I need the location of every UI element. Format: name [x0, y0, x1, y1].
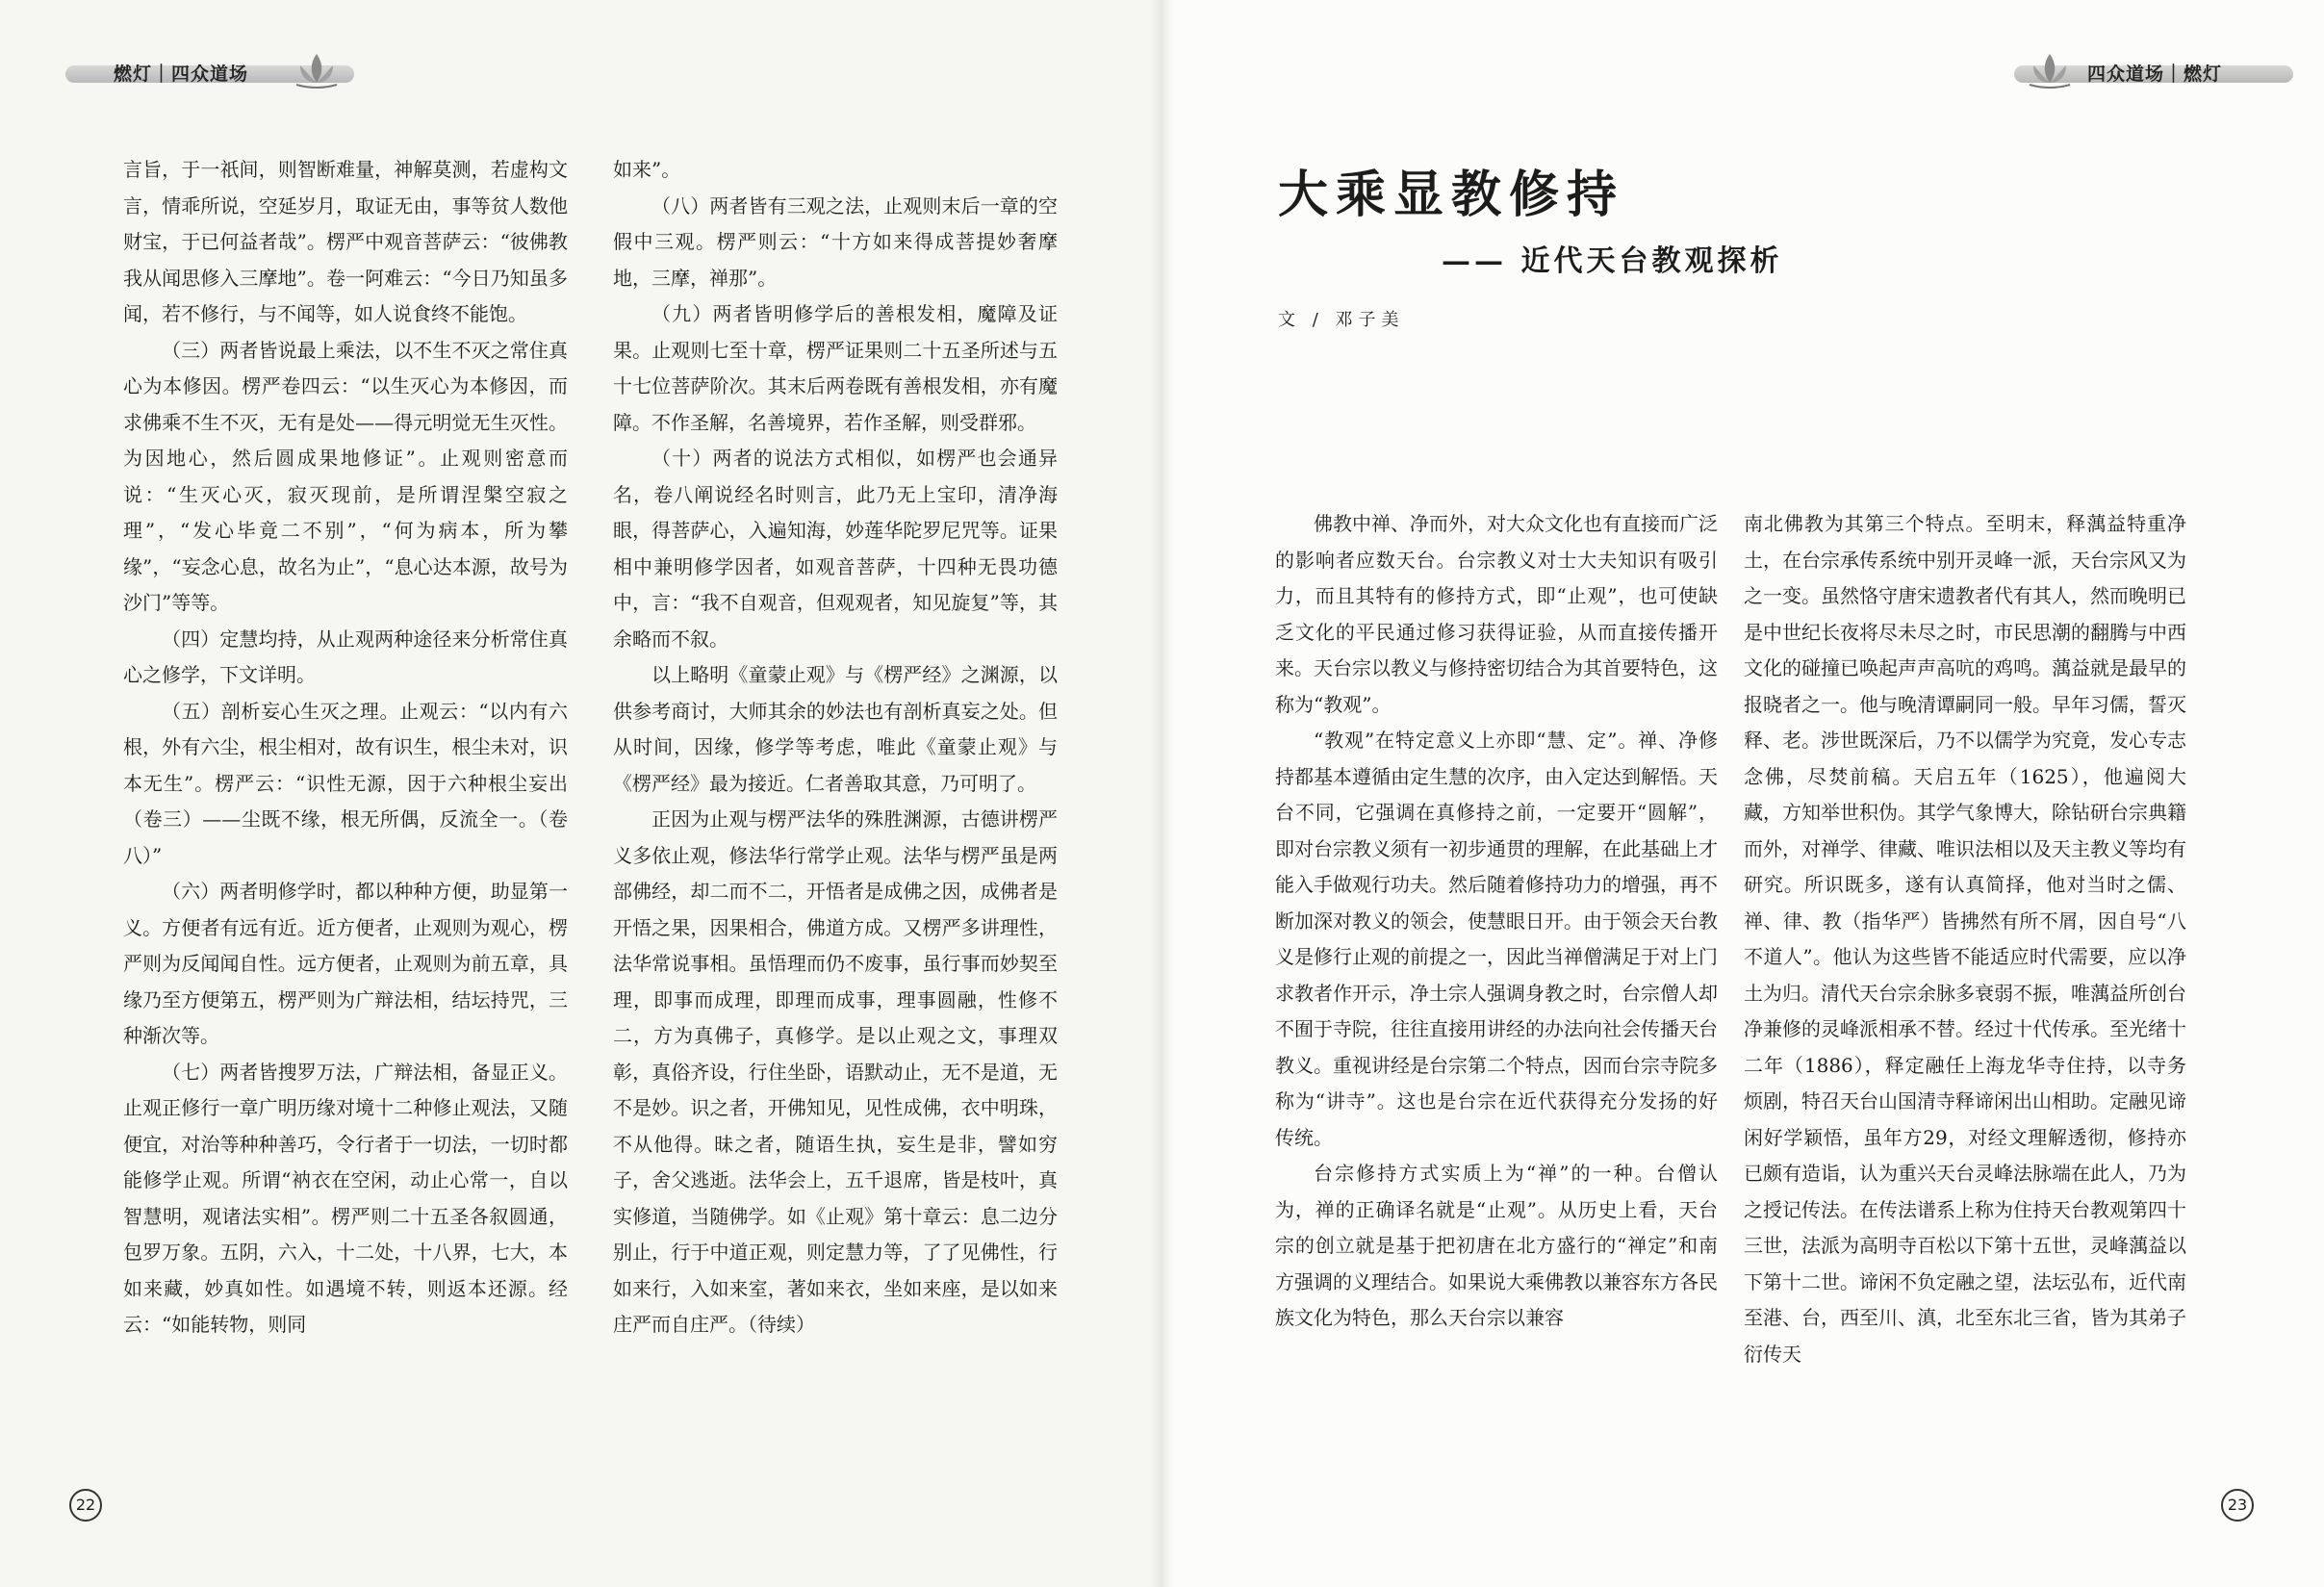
right-page	[1162, 0, 2324, 1587]
paragraph: 言旨，于一祇间，则智断难量，神解莫测，若虚构文言，情乖所说，空延岁月，取证无由，事等贫人数他财宝，于已何益者哉”。楞严中观音菩萨云：“彼佛教我从闻思修入三摩地”。卷一阿难云：“今日乃知虽多闻，若不修行，与不闻等，如人说食终不能饱。	[123, 158, 568, 325]
article-byline: 文 / 邓子美	[1278, 310, 1405, 330]
paragraph: （六）两者明修学时，都以种种方便，助显第一义。方便者有远有近。近方便者，止观则为观心，楞严则为反闻闻自性。远方便者，止观则为前五章，具缘乃至方便第五，楞严则为广辩法相，结坛持咒，三种渐次等。	[123, 880, 568, 1047]
lotus-ornament-icon	[2026, 50, 2074, 90]
paragraph: 正因为止观与楞严法华的殊胜渊源，古德讲楞严义多依止观，修法华行常学止观。法华与楞严虽是两部佛经，却二而不二，开悟者是成佛之因，成佛者是开悟之果，因果相合，佛道方成。又楞严多讲理性，法华常说事相。虽悟理而仍不废事，虽行事而妙契至理，即事而成理，即理而成事，理事圆融，性修不二，方为真佛子，真修学。是以止观之文，事理双彰，真俗齐设，行住坐卧，语默动止，无不是道，无不是妙。识之者，开佛知见，见性成佛，衣中明珠，不从他得。昧之者，随语生执，妄生是非，譬如穷子，舍父逃逝。法华会上，五千退席，皆是枝叶，真实修道，当随佛学。如《止观》第十章云：息二边分别止，行于中道正观，则定慧力等，了了见佛性，行如来行，入如来室，著如来衣，坐如来座，是以如来庄严而自庄严。（待续）	[613, 807, 1058, 1336]
page-gutter	[1151, 0, 1174, 1587]
lotus-ornament-icon	[293, 50, 341, 90]
paragraph: （七）两者皆搜罗万法，广辩法相，备显正义。止观正修行一章广明历缘对境十二种修止观法，又随便宜，对治等种种善巧，令行者于一切法，一切时都能修学止观。所谓“衲衣在空闲，动止心常一，自以智慧明，观诸法实相”。楞严则二十五圣各叙圆通，包罗万象。五阴，六入，十二处，十八界，七大，本如来藏，妙真如性。如遇境不转，则返本还源。经云：“如能转物，则同	[123, 1060, 568, 1336]
running-header	[1976, 56, 2293, 90]
paragraph: （十）两者的说法方式相似，如楞严也会通异名，卷八阐说经名时则言，此乃无上宝印，清净海眼，得菩萨心，入遍知海，妙莲华陀罗尼咒等。证果相中兼明修学因者，如观音菩萨，十四种无畏功德中，言：“我不自观音，但观观者，知见旋复”等，其余略而不叙。	[613, 447, 1058, 651]
article-title: 大乘显教修持	[1278, 166, 1625, 224]
right-column-1	[1275, 506, 1718, 1337]
paragraph: “教观”在特定意义上亦即“慧、定”。禅、净修持都基本遵循由定生慧的次序，由入定达到解悟。天台不同，它强调在真修持之前，一定要开“圆解”，即对台宗教义须有一初步通贯的理解，在此基础上才能入手做观行功夫。然后随着修持功力的增强，再不断加深对教义的领会，使慧眼日开。由于领会天台教义是修行止观的前提之一，因此当禅僧满足于对上门求教者作开示，净土宗人强调身教之时，台宗僧人却不囿于寺院，往往直接用讲经的办法向社会传播天台教义。重视讲经是台宗第二个特点，因而台宗寺院多称为“讲寺”。这也是台宗在近代获得充分发扬的好传统。	[1275, 729, 1718, 1149]
page-number: 22	[69, 1489, 102, 1522]
right-column-2	[1744, 506, 2186, 1372]
paragraph: 佛教中禅、净而外，对大众文化也有直接而广泛的影响者应数天台。台宗教义对士大夫知识有吸引力，而且其特有的修持方式，即“止观”，也可使缺乏文化的平民通过修习获得证验，从而直接传播开来。天台宗以教义与修持密切结合为其首要特色，这称为“教观”。	[1275, 512, 1718, 716]
page-number: 23	[2221, 1489, 2254, 1522]
paragraph: （三）两者皆说最上乘法，以不生不灭之常住真心为本修因。楞严卷四云：“以生灭心为本修因，而求佛乘不生不灭，无有是处——得元明觉无生灭性。为因地心，然后圆成果地修证”。止观则密意而说：“生灭心灭，寂灭现前，是所谓涅槃空寂之理”，“发心毕竟二不别”，“何为病本，所为攀缘”，“妄念心息，故名为止”，“息心达本源，故号为沙门”等等。	[123, 338, 568, 614]
paragraph: 南北佛教为其第三个特点。至明末，释蕅益特重净土，在台宗承传系统中别开灵峰一派，天台宗风又为之一变。虽然恪守唐宋遗教者代有其人，然而晚明已是中世纪长夜将尽未尽之时，市民思潮的翻腾与中西文化的碰撞已唤起声声高吭的鸡鸣。蕅益就是最早的报晓者之一。他与晚清谭嗣同一般。早年习儒，誓灭释、老。涉世既深后，乃不以儒学为究竟，发心专志念佛，尽焚前稿。天启五年（1625），他遍阅大藏，方知举世积伪。其学气象博大，除钻研台宗典籍而外，对禅学、律藏、唯识法相以及天主教义等均有研究。所识既多，遂有认真简择，他对当时之儒、禅、律、教（指华严）皆拂然有所不屑，因自号“八不道人”。他认为这些皆不能适应时代需要，应以净土为归。清代天台宗余脉多衰弱不振，唯蕅益所创台净兼修的灵峰派相承不替。经过十代传承。至光绪十二年（1886），释定融任上海龙华寺住持，以寺务烦剧，特召天台山国清寺释谛闲出山相助。定融见谛闲好学颖悟，虽年方29，对经文理解透彻，修持亦已颇有造诣，认为重兴天台灵峰法脉端在此人，乃为之授记传法。在传法谱系上称为住持天台教观第四十三世，法派为高明寺百松以下第十五世，灵峰蕅益以下第十二世。谛闲不负定融之望，法坛弘布，近代南至港、台，西至川、滇，北至东北三省，皆为其弟子衍传天	[1744, 512, 2186, 1366]
header-label: 四众道场｜燃灯	[2087, 64, 2223, 85]
paragraph: （四）定慧均持，从止观两种途径来分析常住真心之修学，下文详明。	[123, 627, 568, 686]
article-subtitle: —— 近代天台教观探析	[1442, 244, 1783, 278]
paragraph: （八）两者皆有三观之法，止观则末后一章的空假中三观。楞严则云：“十方如来得成菩提妙奢摩地，三摩，禅那”。	[613, 193, 1058, 290]
paragraph: 以上略明《童蒙止观》与《楞严经》之渊源，以供参考商讨，大师其余的妙法也有剖析真妄之处。但从时间，因缘，修学等考虑，唯此《童蒙止观》与《楞严经》最为接近。仁者善取其意，乃可明了。	[613, 663, 1058, 795]
running-header	[65, 56, 412, 90]
paragraph: 台宗修持方式实质上为“禅”的一种。台僧认为，禅的正确译名就是“止观”。从历史上看，天台宗的创立就是基于把初唐在北方盛行的“禅定”和南方强调的义理结合。如果说大乘佛教以兼容东方各民族文化为特色，那么天台宗以兼容	[1275, 1162, 1718, 1329]
paragraph: 如来”。	[613, 158, 681, 181]
paragraph: （五）剖析妄心生灭之理。止观云：“以内有六根，外有六尘，根尘相对，故有识生，根尘未对，识本无生”。楞严云：“识性无源，因于六种根尘妄出（卷三）——尘既不缘，根无所偶，反流全一。（卷八）”	[123, 699, 568, 867]
left-column-2	[613, 152, 1058, 1344]
header-label: 燃灯｜四众道场	[114, 64, 249, 85]
paragraph: （九）两者皆明修学后的善根发相，魔障及证果。止观则七至十章，楞严证果则二十五圣所述与五十七位菩萨阶次。其末后两卷既有善根发相，亦有魔障。不作圣解，名善境界，若作圣解，则受群邪。	[613, 302, 1058, 434]
left-column-1	[123, 152, 568, 1344]
